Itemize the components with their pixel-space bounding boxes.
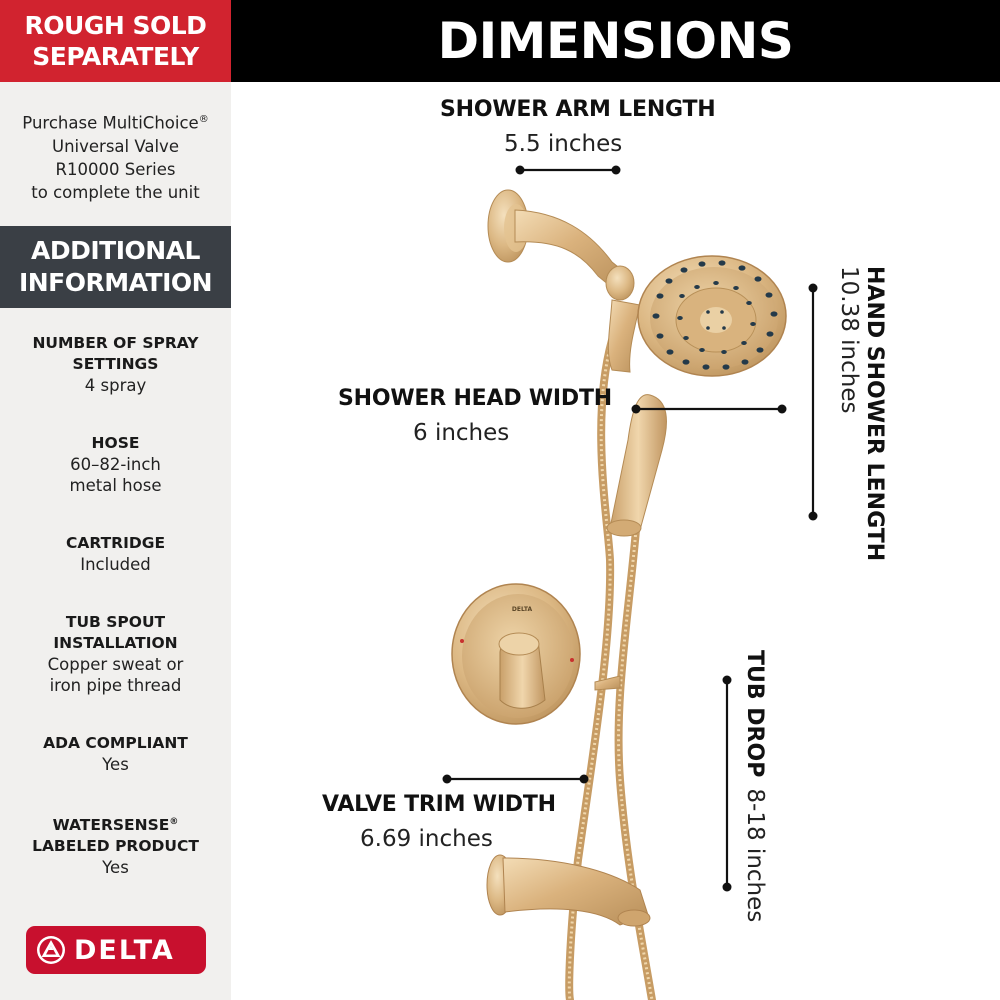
spec-value: 4 spray xyxy=(84,376,147,395)
spec-label: NUMBER OF SPRAY xyxy=(32,334,199,352)
hand-shower-handle xyxy=(607,395,666,536)
spec-value: Included xyxy=(80,555,151,574)
spec-label: ADA COMPLIANT xyxy=(43,734,188,752)
rough-banner-line1: ROUGH SOLD xyxy=(24,11,207,40)
spec-label: HOSE xyxy=(91,434,140,452)
additional-line2: INFORMATION xyxy=(18,268,213,297)
rough-sold-separately-banner xyxy=(0,0,231,82)
delta-logo-icon xyxy=(36,935,66,965)
spec-hose xyxy=(0,433,231,496)
spec-label: CARTRIDGE xyxy=(65,534,166,552)
rough-note-line3: R10000 Series xyxy=(55,159,176,179)
additional-information-banner xyxy=(0,226,231,308)
spec-value: Copper sweat or xyxy=(47,655,184,674)
hand-shower-value: 10.38 inches xyxy=(836,266,862,414)
spec-tub-spout xyxy=(0,612,231,696)
tub-drop-value: 8-18 inches xyxy=(742,788,768,923)
spec-cartridge xyxy=(0,533,231,575)
delta-logo xyxy=(26,926,206,974)
spec-ada-compliant xyxy=(0,733,231,775)
spec-value: metal hose xyxy=(69,476,162,495)
spec-value: iron pipe thread xyxy=(49,676,182,695)
valve-trim xyxy=(452,584,620,724)
shower-head-label: SHOWER HEAD WIDTH xyxy=(338,386,612,411)
spec-label: SETTINGS xyxy=(72,355,159,373)
rough-banner-line2: SEPARATELY xyxy=(32,42,199,71)
hand-shower-callout xyxy=(836,266,887,561)
sidebar xyxy=(0,0,231,1000)
delta-logo-text: DELTA xyxy=(74,934,175,966)
spec-spray-settings xyxy=(0,333,231,396)
page-title: DIMENSIONS xyxy=(231,0,1000,82)
shower-head-value: 6 inches xyxy=(413,420,510,446)
valve-trim-value: 6.69 inches xyxy=(360,826,493,852)
spec-label: INSTALLATION xyxy=(53,634,178,652)
rough-note-line4: to complete the unit xyxy=(31,182,200,202)
spec-value: Yes xyxy=(102,858,129,878)
valve-trim-label: VALVE TRIM WIDTH xyxy=(322,792,556,817)
spec-value: Yes xyxy=(102,755,129,774)
tub-drop-callout xyxy=(742,650,768,922)
shower-arm xyxy=(488,190,634,300)
spec-value: 60–82-inch xyxy=(70,455,161,474)
rough-note-line1: Purchase MultiChoice xyxy=(22,113,199,133)
shower-arm-value: 5.5 inches xyxy=(504,131,623,157)
rough-note-line2: Universal Valve xyxy=(52,136,179,156)
shower-head xyxy=(608,256,786,376)
shower-arm-label: SHOWER ARM LENGTH xyxy=(440,97,716,122)
rough-note xyxy=(0,108,231,204)
spec-label: TUB SPOUT xyxy=(65,613,166,631)
tub-drop-label: TUB DROP xyxy=(742,650,767,778)
spec-label: WATERSENSE xyxy=(52,816,170,835)
trim-brand-label: DELTA xyxy=(511,606,533,613)
spec-label: LABELED PRODUCT xyxy=(32,837,199,856)
additional-line1: ADDITIONAL xyxy=(31,236,200,265)
registered-mark: ® xyxy=(169,817,179,827)
registered-mark: ® xyxy=(198,114,209,125)
spec-watersense xyxy=(0,812,231,878)
hand-shower-label: HAND SHOWER LENGTH xyxy=(862,266,887,562)
